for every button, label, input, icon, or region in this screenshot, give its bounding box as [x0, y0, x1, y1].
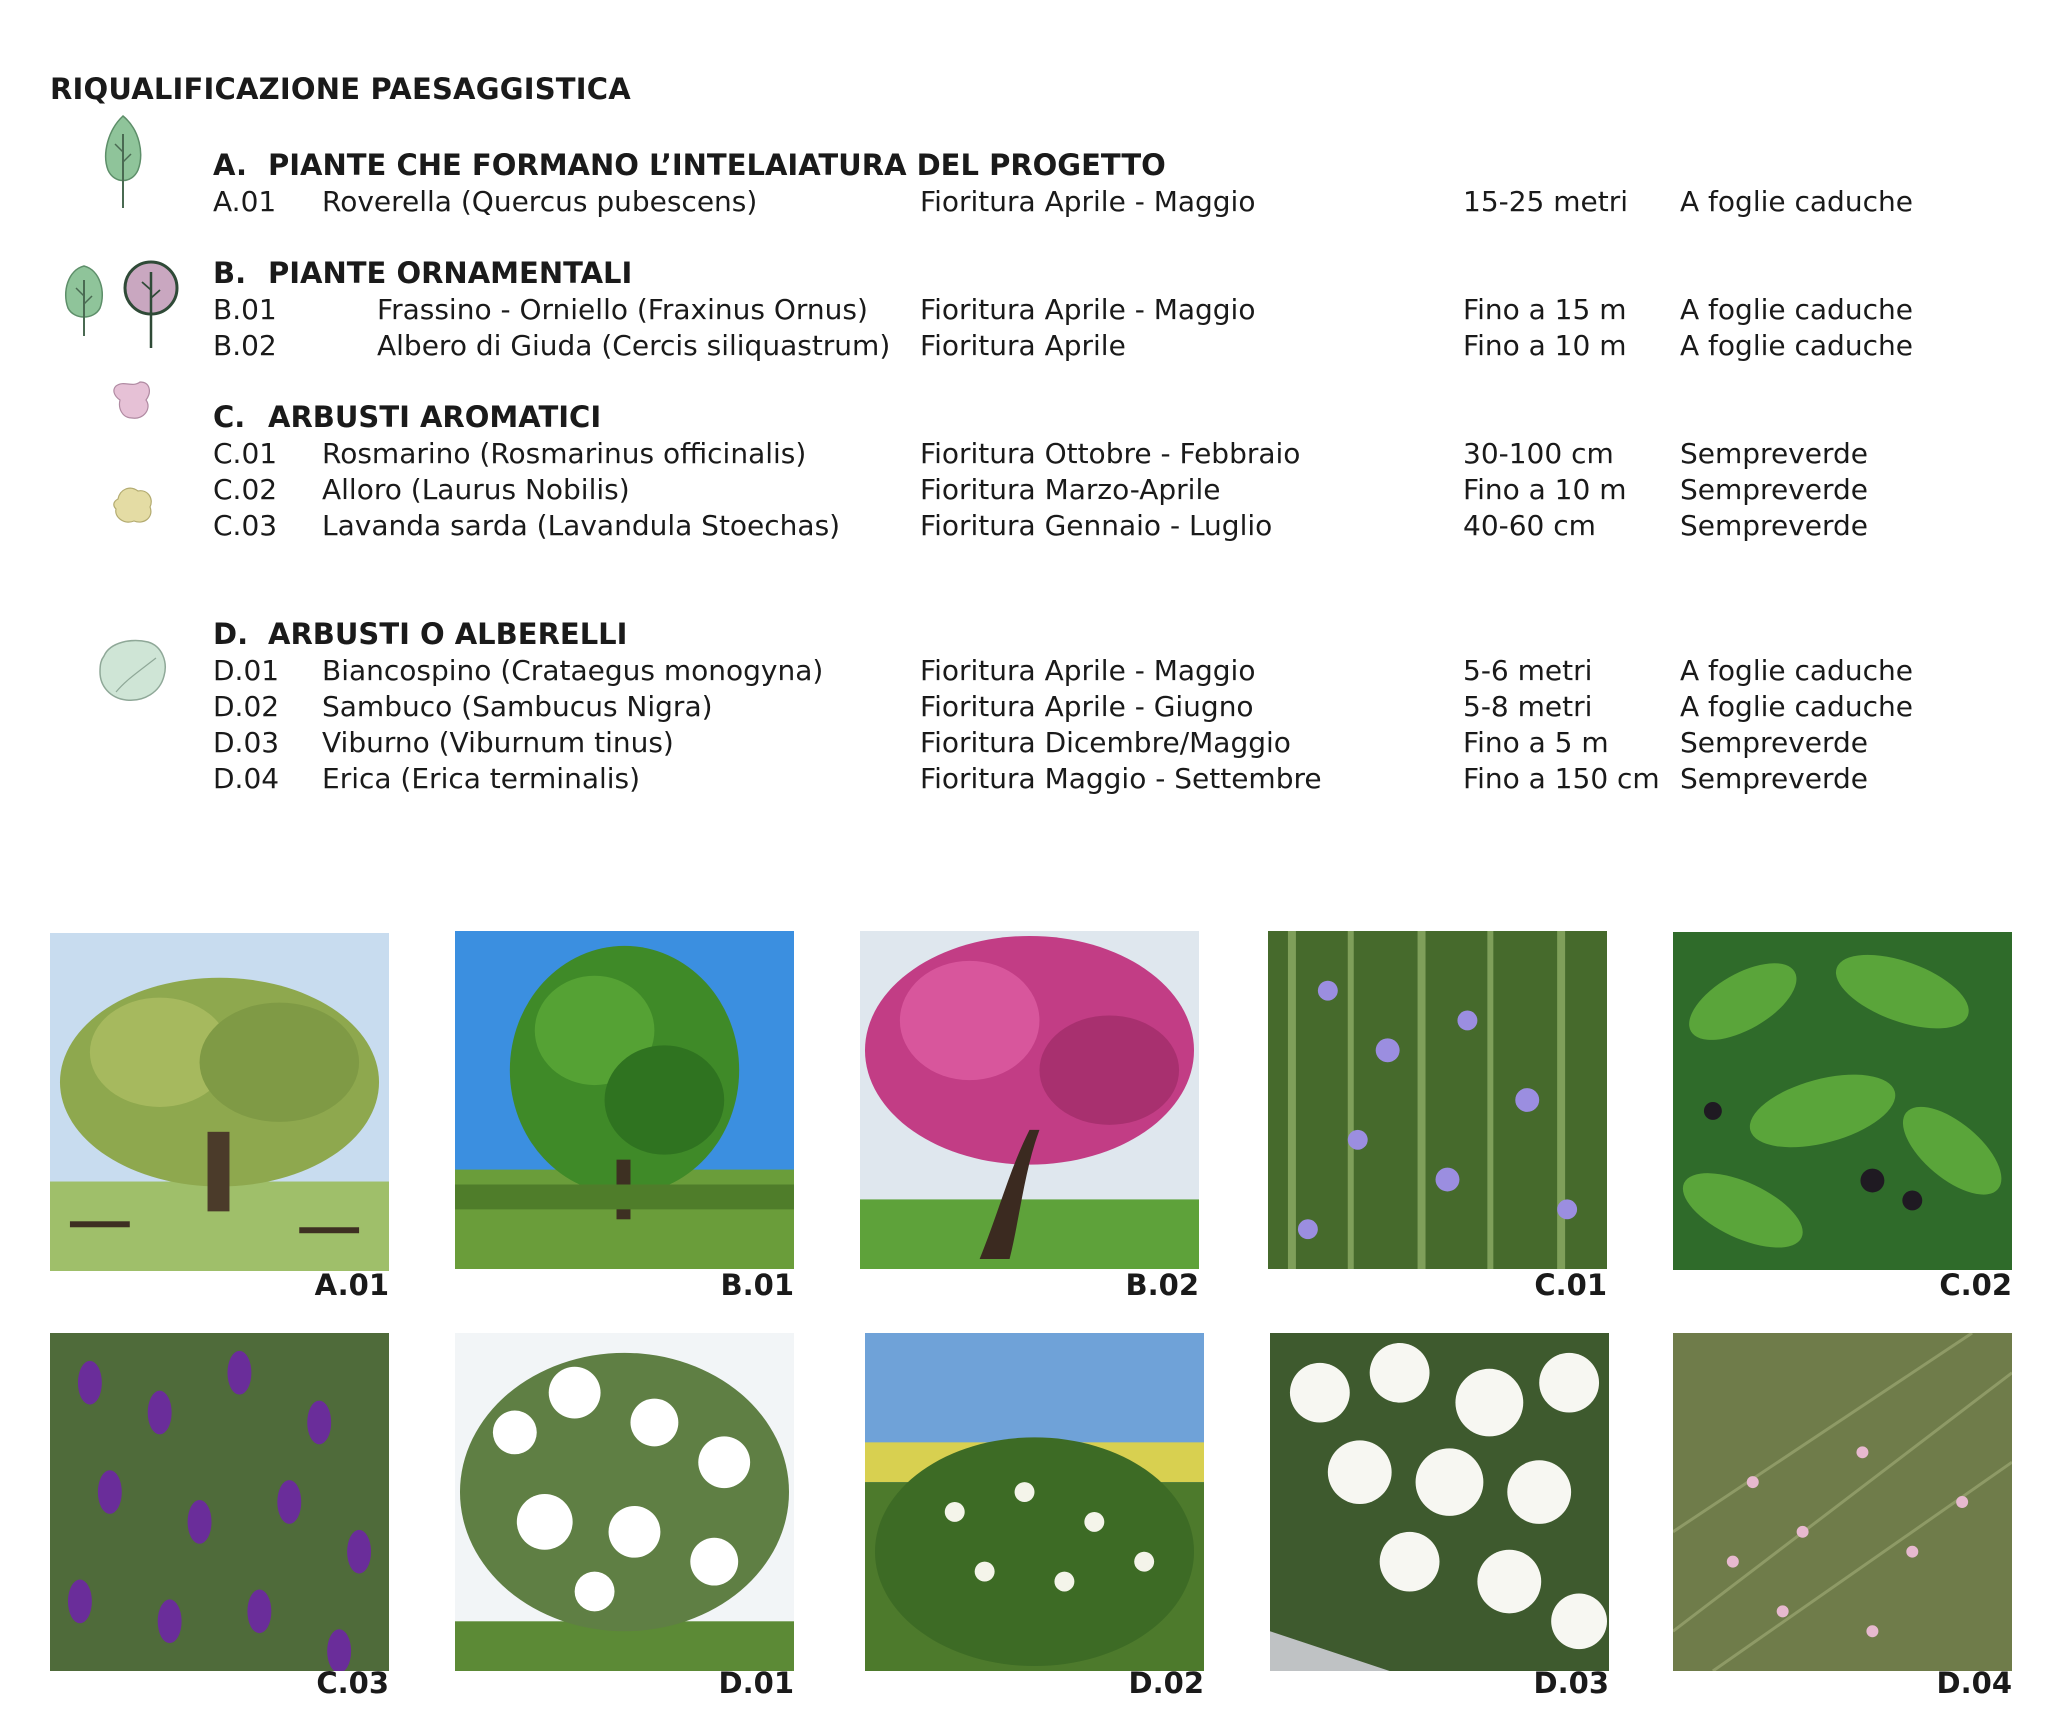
elder-photo: [865, 1333, 1204, 1671]
photo-caption: B.01: [720, 1268, 794, 1302]
foliage-type: Sempreverde: [1680, 762, 1868, 795]
page-title: RIQUALIFICAZIONE PAESAGGISTICA: [50, 72, 631, 106]
plant-size: 30-100 cm: [1463, 437, 1614, 470]
foliage-type: Sempreverde: [1680, 437, 1868, 470]
section-heading: [213, 400, 601, 434]
table-row: [0, 185, 2048, 225]
table-row: [0, 473, 2048, 513]
section-letter: C.: [213, 400, 246, 434]
flowering-period: Fioritura Aprile - Giugno: [920, 690, 1254, 723]
species-name: Albero di Giuda (Cercis siliquastrum): [377, 329, 891, 362]
plant-size: Fino a 150 cm: [1463, 762, 1660, 795]
section-title: PIANTE CHE FORMANO L’INTELAIATURA DEL PROGETTO: [268, 148, 1166, 182]
flowering-period: Fioritura Aprile - Maggio: [920, 293, 1256, 326]
plant-size: 40-60 cm: [1463, 509, 1596, 542]
photo-caption: D.03: [1533, 1666, 1609, 1700]
foliage-type: A foglie caduche: [1680, 293, 1913, 326]
erica-photo: [1673, 1333, 2012, 1671]
flowering-period: Fioritura Aprile - Maggio: [920, 654, 1256, 687]
species-code: D.03: [213, 726, 280, 759]
photo-caption: C.01: [1534, 1268, 1607, 1302]
section-letter: D.: [213, 617, 249, 651]
flowering-period: Fioritura Dicembre/Maggio: [920, 726, 1291, 759]
photo-caption: C.03: [316, 1666, 389, 1700]
foliage-type: A foglie caduche: [1680, 690, 1913, 723]
species-name: Lavanda sarda (Lavandula Stoechas): [322, 509, 841, 542]
section-letter: A.: [213, 148, 247, 182]
flowering-period: Fioritura Aprile: [920, 329, 1126, 362]
species-code: C.03: [213, 509, 278, 542]
table-row: [0, 762, 2048, 802]
table-row: [0, 690, 2048, 730]
judas-tree-photo: [860, 931, 1199, 1269]
section-title: ARBUSTI AROMATICI: [268, 400, 602, 434]
flowering-period: Fioritura Ottobre - Febbraio: [920, 437, 1301, 470]
species-name: Sambuco (Sambucus Nigra): [322, 690, 713, 723]
oak-tree-photo: [50, 933, 389, 1271]
species-name: Rosmarino (Rosmarinus officinalis): [322, 437, 807, 470]
ash-tree-photo: [455, 931, 794, 1269]
species-code: B.01: [213, 293, 277, 326]
table-row: [0, 726, 2048, 766]
laurel-photo: [1673, 932, 2012, 1270]
table-row: [0, 293, 2048, 333]
table-row: [0, 329, 2048, 369]
plant-size: Fino a 15 m: [1463, 293, 1627, 326]
rosemary-photo: [1268, 931, 1607, 1269]
flowering-period: Fioritura Aprile - Maggio: [920, 185, 1256, 218]
table-row: [0, 509, 2048, 549]
photo-caption: D.04: [1936, 1666, 2012, 1700]
species-code: C.01: [213, 437, 278, 470]
plant-size: 5-6 metri: [1463, 654, 1593, 687]
viburnum-photo: [1270, 1333, 1609, 1671]
foliage-type: Sempreverde: [1680, 509, 1868, 542]
section-heading: [213, 617, 627, 651]
table-row: [0, 437, 2048, 477]
plant-size: 5-8 metri: [1463, 690, 1593, 723]
table-row: [0, 654, 2048, 694]
foliage-type: A foglie caduche: [1680, 329, 1913, 362]
flowering-period: Fioritura Gennaio - Luglio: [920, 509, 1273, 542]
plant-size: Fino a 10 m: [1463, 329, 1627, 362]
section-title: PIANTE ORNAMENTALI: [268, 256, 633, 290]
section-title: ARBUSTI O ALBERELLI: [268, 617, 628, 651]
species-code: D.04: [213, 762, 280, 795]
plant-size: Fino a 10 m: [1463, 473, 1627, 506]
species-code: D.02: [213, 690, 280, 723]
foliage-type: A foglie caduche: [1680, 185, 1913, 218]
species-name: Alloro (Laurus Nobilis): [322, 473, 630, 506]
section-letter: B.: [213, 256, 247, 290]
photo-caption: C.02: [1939, 1268, 2012, 1302]
species-code: A.01: [213, 185, 277, 218]
foliage-type: Sempreverde: [1680, 726, 1868, 759]
section-heading: [213, 256, 632, 290]
species-name: Roverella (Quercus pubescens): [322, 185, 758, 218]
photo-caption: A.01: [314, 1268, 389, 1302]
plant-size: Fino a 5 m: [1463, 726, 1609, 759]
photo-caption: D.01: [718, 1666, 794, 1700]
foliage-type: Sempreverde: [1680, 473, 1868, 506]
photo-caption: D.02: [1128, 1666, 1204, 1700]
hawthorn-photo: [455, 1333, 794, 1671]
lavender-photo: [50, 1333, 389, 1671]
photo-caption: B.02: [1125, 1268, 1199, 1302]
aromatic-shrub-pink-icon: [110, 378, 154, 422]
plant-size: 15-25 metri: [1463, 185, 1629, 218]
species-name: Viburno (Viburnum tinus): [322, 726, 674, 759]
foliage-type: A foglie caduche: [1680, 654, 1913, 687]
species-name: Erica (Erica terminalis): [322, 762, 641, 795]
flowering-period: Fioritura Marzo-Aprile: [920, 473, 1221, 506]
species-code: D.01: [213, 654, 280, 687]
species-name: Frassino - Orniello (Fraxinus Ornus): [377, 293, 868, 326]
flowering-period: Fioritura Maggio - Settembre: [920, 762, 1322, 795]
section-heading: [213, 148, 1166, 182]
species-name: Biancospino (Crataegus monogyna): [322, 654, 824, 687]
species-code: B.02: [213, 329, 277, 362]
species-code: C.02: [213, 473, 278, 506]
